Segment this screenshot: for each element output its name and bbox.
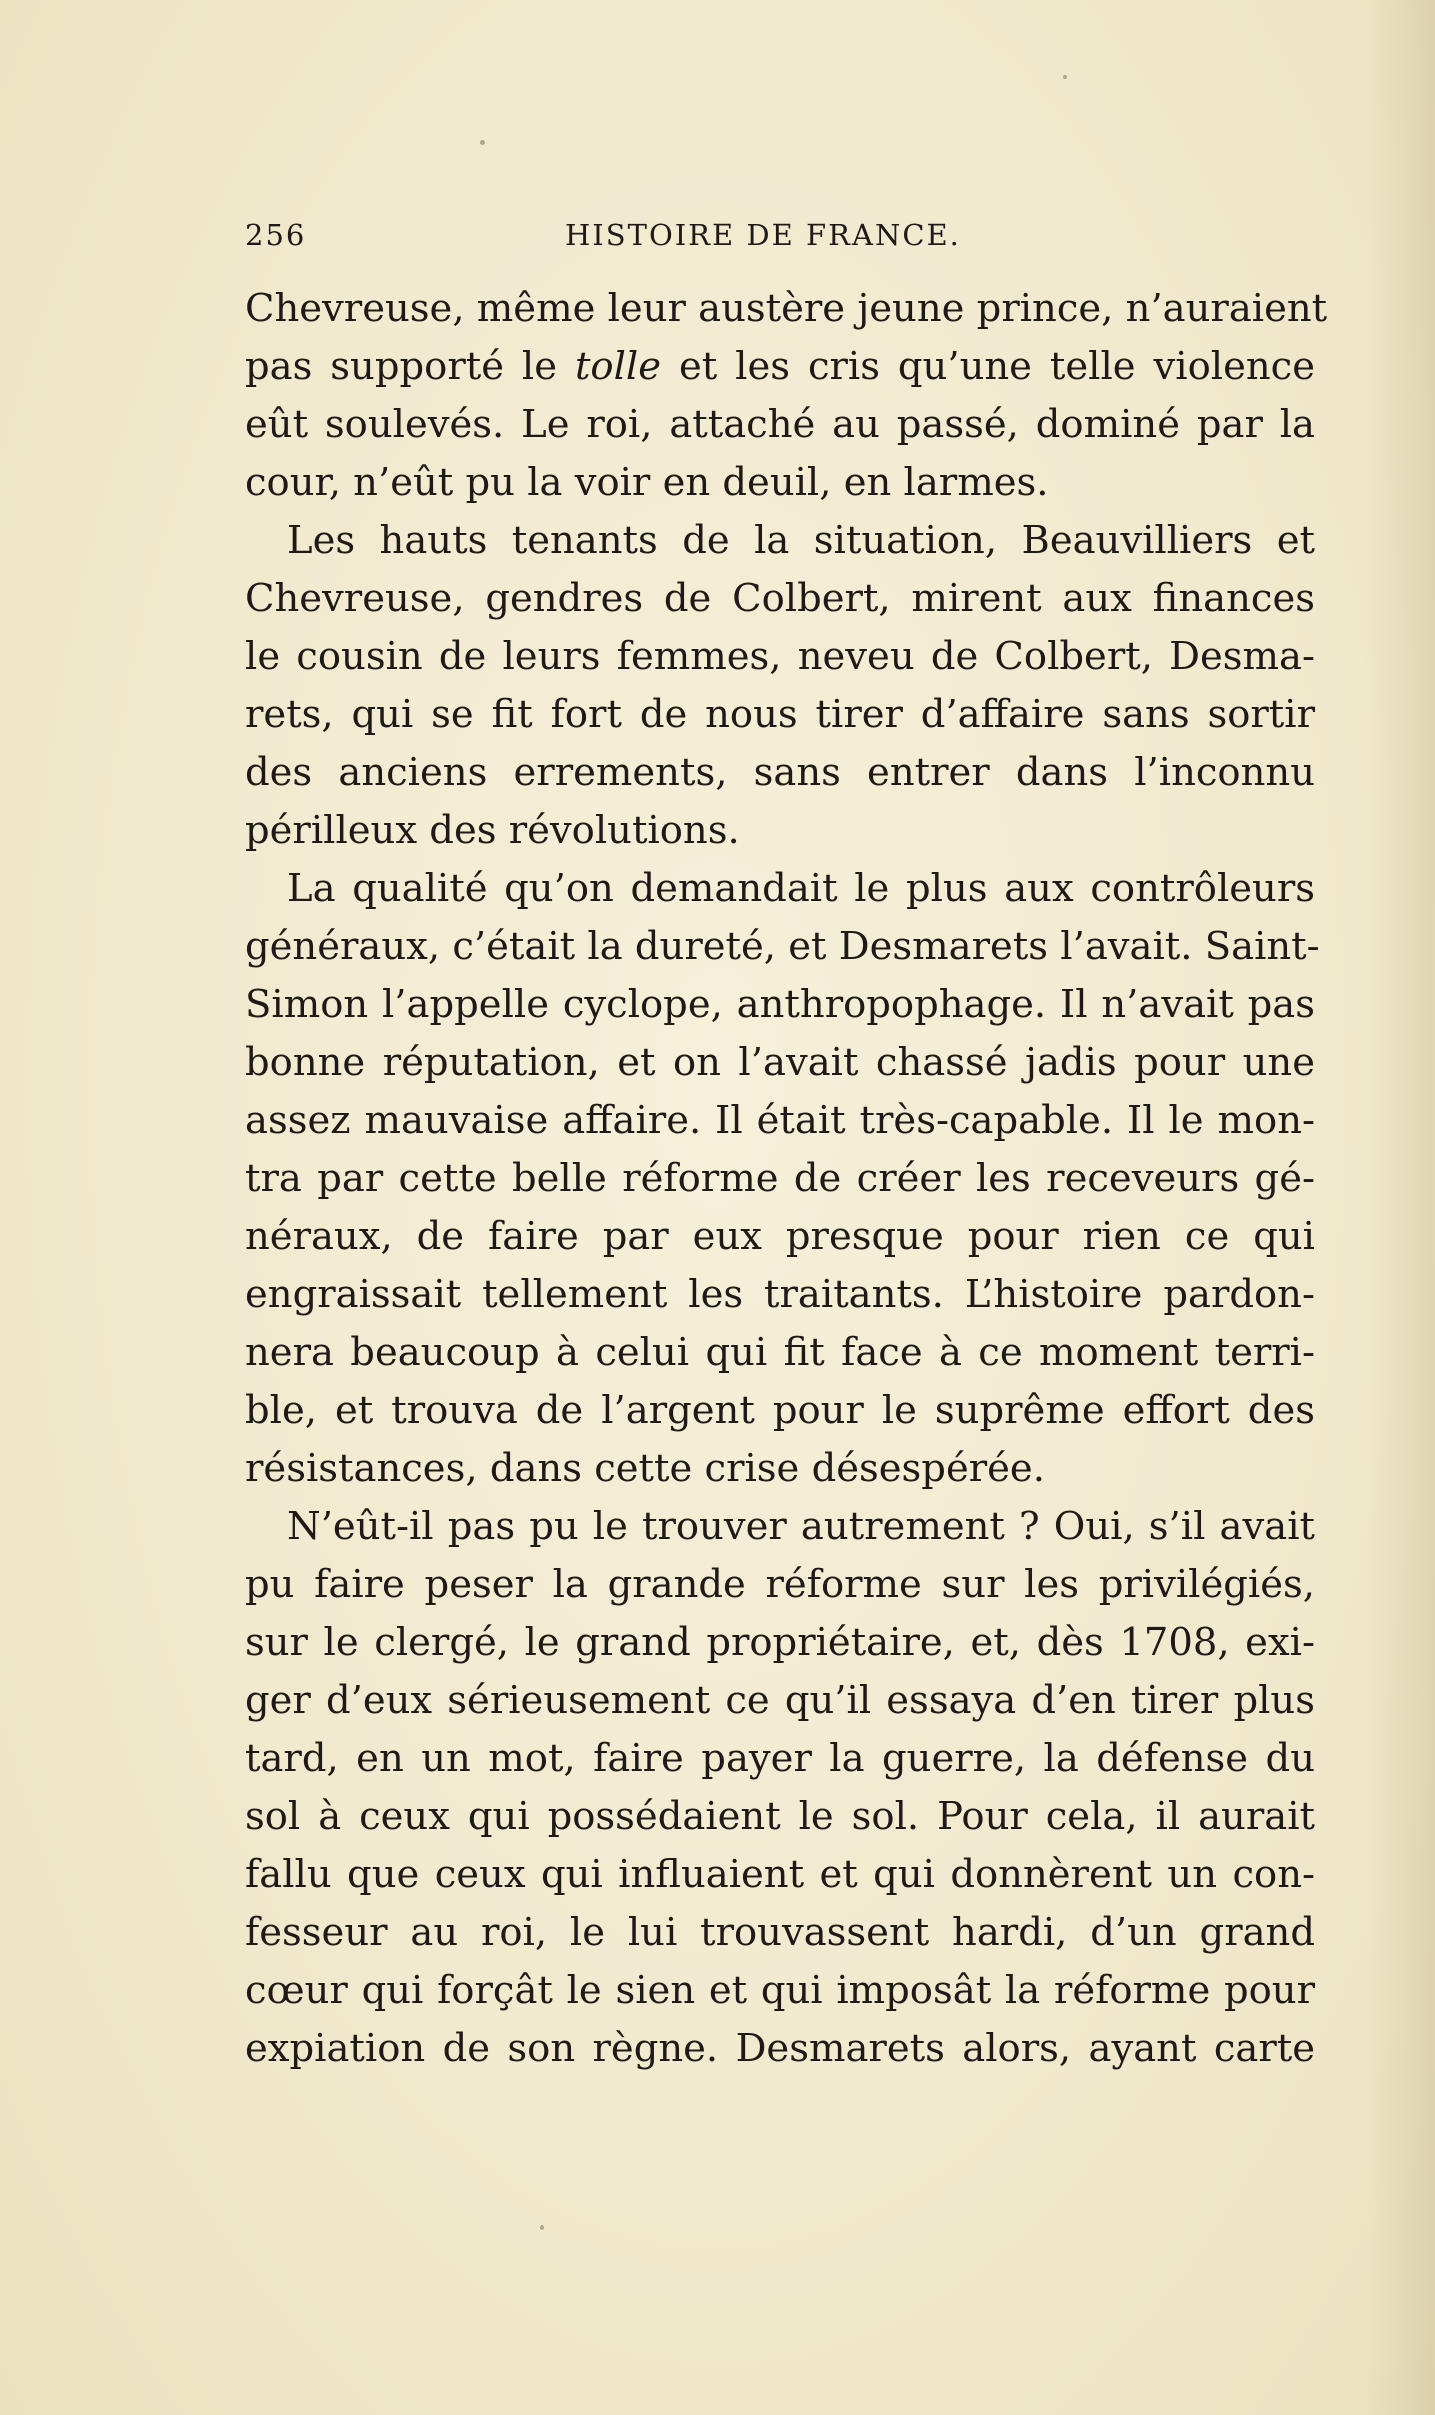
text-line: des anciens errements, sans entrer dans l’inconnu bbox=[245, 750, 1315, 795]
text-span: pas supporté le bbox=[245, 344, 575, 389]
text-line: Les hauts tenants de la situation, Beauvilliers et bbox=[287, 518, 1315, 563]
text-line: rets, qui se fit fort de nous tirer d’affaire sans sortir bbox=[245, 692, 1315, 737]
paper-speck bbox=[480, 140, 485, 145]
paper-speck bbox=[1063, 75, 1067, 79]
text-line: engraissait tellement les traitants. L’histoire pardon- bbox=[245, 1272, 1315, 1317]
text-line: assez mauvaise affaire. Il était très-capable. Il le mon- bbox=[245, 1098, 1315, 1143]
text-line: néraux, de faire par eux presque pour rien ce qui bbox=[245, 1214, 1315, 1259]
text-line: N’eût-il pas pu le trouver autrement ? Oui, s’il avait bbox=[287, 1504, 1315, 1549]
text-line: ger d’eux sérieusement ce qu’il essaya d’en tirer plus bbox=[245, 1678, 1315, 1723]
text-line: cour, n’eût pu la voir en deuil, en larmes. bbox=[245, 460, 1049, 505]
page-edge-shadow bbox=[1365, 0, 1435, 2415]
text-line: tard, en un mot, faire payer la guerre, la défense du bbox=[245, 1736, 1315, 1781]
text-line: sur le clergé, le grand propriétaire, et, dès 1708, exi- bbox=[245, 1620, 1315, 1665]
text-line: cœur qui forçât le sien et qui imposât la réforme pour bbox=[245, 1968, 1315, 2013]
paper-speck bbox=[540, 2225, 544, 2230]
running-title: HISTOIRE DE FRANCE. bbox=[565, 218, 961, 252]
body-text bbox=[245, 280, 1328, 2078]
text-span: et les cris qu’une telle violence bbox=[661, 344, 1315, 389]
text-line: eût soulevés. Le roi, attaché au passé, dominé par la bbox=[245, 402, 1315, 447]
text-line: pu faire peser la grande réforme sur les privilégiés, bbox=[245, 1562, 1315, 1607]
italic-term: tolle bbox=[574, 344, 662, 389]
text-line: ble, et trouva de l’argent pour le suprême effort des bbox=[245, 1388, 1315, 1433]
text-line: tra par cette belle réforme de créer les receveurs gé- bbox=[245, 1156, 1315, 1201]
text-line: sol à ceux qui possédaient le sol. Pour cela, il aurait bbox=[245, 1794, 1315, 1839]
text-line bbox=[245, 338, 1315, 396]
page-header bbox=[245, 218, 985, 258]
text-line: nera beaucoup à celui qui fit face à ce moment terri- bbox=[245, 1330, 1315, 1375]
text-line: Chevreuse, même leur austère jeune prince, n’auraient bbox=[245, 286, 1328, 331]
text-line: bonne réputation, et on l’avait chassé jadis pour une bbox=[245, 1040, 1315, 1085]
text-line: le cousin de leurs femmes, neveu de Colbert, Desma- bbox=[245, 634, 1315, 679]
text-line: fallu que ceux qui influaient et qui donnèrent un con- bbox=[245, 1852, 1315, 1897]
text-line: expiation de son règne. Desmarets alors, ayant carte bbox=[245, 2026, 1315, 2071]
page-number: 256 bbox=[245, 218, 307, 252]
text-line: résistances, dans cette crise désespérée. bbox=[245, 1446, 1045, 1491]
text-line: périlleux des révolutions. bbox=[245, 808, 740, 853]
text-line: Simon l’appelle cyclope, anthropophage. Il n’avait pas bbox=[245, 982, 1315, 1027]
text-line: fesseur au roi, le lui trouvassent hardi, d’un grand bbox=[245, 1910, 1315, 1955]
text-line: La qualité qu’on demandait le plus aux contrôleurs bbox=[287, 866, 1315, 911]
text-line: Chevreuse, gendres de Colbert, mirent aux finances bbox=[245, 576, 1315, 621]
text-line: généraux, c’était la dureté, et Desmarets l’avait. Saint- bbox=[245, 924, 1320, 969]
